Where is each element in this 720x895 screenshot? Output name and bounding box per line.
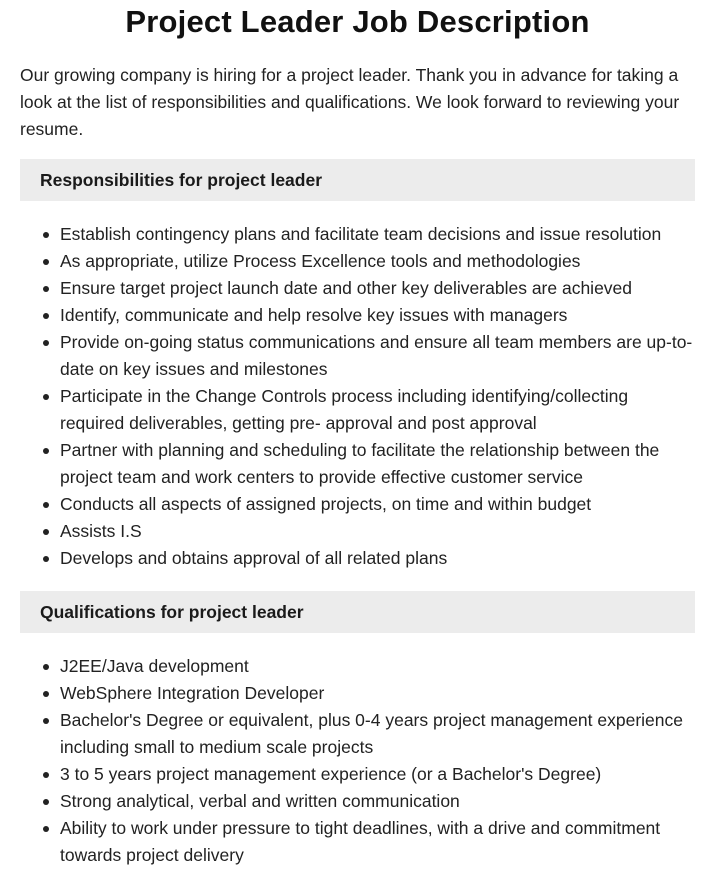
responsibilities-heading: Responsibilities for project leader: [20, 159, 695, 201]
list-item: Provide on-going status communications and ensure all team members are up-to-date on key issues and milestones: [60, 329, 695, 383]
list-item: Conducts all aspects of assigned projects, on time and within budget: [60, 491, 695, 518]
intro-paragraph: Our growing company is hiring for a project leader. Thank you in advance for taking a look at the list of responsibilities and qualifications. We look forward to reviewing your resume.: [20, 65, 680, 139]
list-item: Partner with planning and scheduling to facilitate the relationship between the project team and work centers to provide effective customer service: [60, 437, 695, 491]
list-item: Develops and obtains approval of all related plans: [60, 545, 695, 572]
list-item: Establish contingency plans and facilitate team decisions and issue resolution: [60, 221, 695, 248]
list-item: Ability to work under pressure to tight deadlines, with a drive and commitment towards project delivery: [60, 815, 695, 869]
page-title: Project Leader Job Description: [125, 4, 590, 39]
qualifications-heading: Qualifications for project leader: [20, 591, 695, 633]
list-item: WebSphere Integration Developer: [60, 680, 695, 707]
list-item: Strong analytical, verbal and written communication: [60, 788, 695, 815]
list-item: 3 to 5 years project management experience (or a Bachelor's Degree): [60, 761, 695, 788]
list-item: As appropriate, utilize Process Excellence tools and methodologies: [60, 248, 695, 275]
list-item: Participate in the Change Controls process including identifying/collecting required deliverables, getting pre- approval and post approval: [60, 383, 695, 437]
qualifications-list: [20, 653, 695, 869]
list-item: J2EE/Java development: [60, 653, 695, 680]
list-item: Identify, communicate and help resolve key issues with managers: [60, 302, 695, 329]
list-item: Assists I.S: [60, 518, 695, 545]
list-item: Bachelor's Degree or equivalent, plus 0-4 years project management experience including small to medium scale projects: [60, 707, 695, 761]
responsibilities-list: [20, 221, 695, 572]
list-item: Ensure target project launch date and other key deliverables are achieved: [60, 275, 695, 302]
